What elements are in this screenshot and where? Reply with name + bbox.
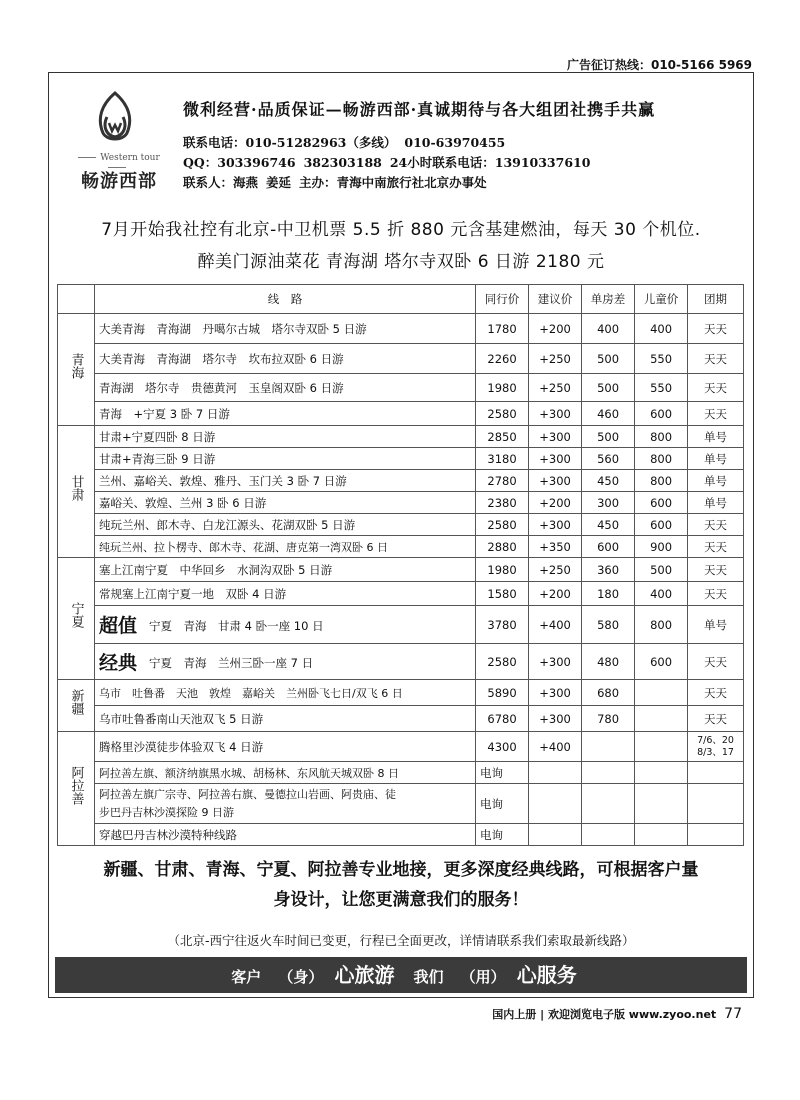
- table-row: 青海 大美青海 青海湖 丹噶尔古城 塔尔寺双卧 5 日游 1780 +200 400 400 天天: [58, 314, 744, 344]
- header-route: 线 路: [95, 285, 476, 314]
- table-row: 大美青海 青海湖 塔尔寺 坎布拉双卧 6 日游 2260 +250 500 550 天天: [58, 344, 744, 374]
- header-child-price: 儿童价: [635, 285, 688, 314]
- region-ningxia: 宁夏: [58, 558, 95, 680]
- slogan-banner: 客户 （身） 心旅游 我们 （用） 心服务: [55, 957, 747, 993]
- phone-2: 010-63970455: [404, 135, 506, 150]
- region-gansu: 甘肃: [58, 426, 95, 558]
- table-row: 兰州、嘉峪关、敦煌、雅丹、玉门关 3 卧 7 日游 2780 +300 450 800 单号: [58, 470, 744, 492]
- qq-2: 382303188: [303, 155, 382, 170]
- flame-logo-icon: [85, 89, 145, 149]
- logo-chinese: 畅游西部: [81, 171, 157, 192]
- company-logo: [63, 87, 175, 197]
- region-xinjiang: 新疆: [58, 680, 95, 732]
- table-row: 新疆 乌市 吐鲁番 天池 敦煌 嘉峪关 兰州卧飞七日/双飞 6 日 5890 +300 680 天天: [58, 680, 744, 706]
- qq-line: QQ：303396746 382303188 24小时联系电话：13910337610: [183, 155, 591, 170]
- page-footer: [492, 1006, 742, 1022]
- page-footer-label: 国内上册 | 欢迎浏览电子版 www.zyoo.net: [492, 1008, 717, 1021]
- header-peer-price: 同行价: [476, 285, 529, 314]
- contact-1: 海燕: [233, 175, 259, 190]
- table-row: 宁夏 塞上江南宁夏 中华回乡 水洞沟双卧 5 日游 1980 +250 360 500 天天: [58, 558, 744, 582]
- table-row: 纯玩兰州、郎木寺、白龙江源头、花湖双卧 5 日游 2580 +300 450 600 天天: [58, 514, 744, 536]
- logo-english: Western tour: [63, 153, 171, 173]
- slogan: 微利经营·品质保证—畅游西部·真诚期待与各大组团社携手共赢: [183, 100, 656, 119]
- header-single-supplement: 单房差: [582, 285, 635, 314]
- table-row: 常规塞上江南宁夏一地 双卧 4 日游 1580 +200 180 400 天天: [58, 582, 744, 606]
- classic-badge: 经典: [99, 652, 138, 674]
- header-suggested-price: 建议价: [529, 285, 582, 314]
- table-row: 青海 +宁夏 3 卧 7 日游 2580 +300 460 600 天天: [58, 402, 744, 426]
- table-row: 乌市吐鲁番南山天池双飞 5 日游 6780 +300 780 天天: [58, 706, 744, 732]
- table-row: 阿拉善 腾格里沙漠徒步体验双飞 4 日游 4300 +400 7/6、20 8/3、17: [58, 732, 744, 762]
- ad-frame: [48, 72, 754, 998]
- promo-tour: 醉美门源油菜花 青海湖 塔尔寺双卧 6 日游 2180 元: [197, 252, 605, 272]
- table-row: 经典 宁夏 青海 兰州三卧一座 7 日 2580 +300 480 600 天天: [58, 644, 744, 680]
- phone-1: 010-51282963（多线）: [245, 135, 397, 150]
- route-table: [57, 284, 744, 846]
- table-row: 穿越巴丹吉林沙漠特种线路 电询: [58, 824, 744, 846]
- organizer: 青海中南旅行社北京办事处: [336, 175, 487, 190]
- promo-flight: 7月开始我社控有北京-中卫机票 5.5 折 880 元含基建燃油，每天 30 个机位.: [101, 220, 701, 240]
- contact-2: 姜延: [266, 175, 292, 190]
- table-row: 甘肃 甘肃+宁夏四卧 8 日游 2850 +300 500 800 单号: [58, 426, 744, 448]
- page-number: 77: [724, 1006, 742, 1022]
- value-badge: 超值: [99, 615, 138, 637]
- table-row: 阿拉善左旗广宗寺、阿拉善右旗、曼德拉山岩画、阿贵庙、徒 步巴丹吉林沙漠探险 9 日游 电询: [58, 784, 744, 824]
- header-region: [58, 285, 95, 314]
- phone-line: 联系电话：010-51282963（多线） 010-63970455: [183, 135, 506, 150]
- schedule-note: （北京-西宁往返火车时间已变更，行程已全面更改，详情请联系我们索取最新线路）: [167, 933, 635, 948]
- qq-1: 303396746: [217, 155, 296, 170]
- hotline-24h: 13910337610: [494, 155, 591, 170]
- region-qinghai: 青海: [58, 314, 95, 426]
- region-alashan: 阿拉善: [58, 732, 95, 846]
- contact-line: 联系人：海燕 姜延 主办：青海中南旅行社北京办事处: [183, 175, 487, 190]
- ad-hotline: 广告征订热线：010-5166 5969: [566, 58, 752, 72]
- table-row: 超值 宁夏 青海 甘肃 4 卧一座 10 日 3780 +400 580 800 单号: [58, 606, 744, 644]
- service-statement: 新疆、甘肃、青海、宁夏、阿拉善专业地接，更多深度经典线路，可根据客户量 身设计，让您更满意我们的服务！: [103, 860, 699, 910]
- table-row: 阿拉善左旗、额济纳旗黑水城、胡杨林、东风航天城双卧 8 日 电询: [58, 762, 744, 784]
- table-row: 嘉峪关、敦煌、兰州 3 卧 6 日游 2380 +200 300 600 单号: [58, 492, 744, 514]
- header-schedule: 团期: [688, 285, 744, 314]
- table-row: 纯玩兰州、拉卜楞寺、郎木寺、花湖、唐克第一湾双卧 6 日 2880 +350 600 900 天天: [58, 536, 744, 558]
- table-row: 甘肃+青海三卧 9 日游 3180 +300 560 800 单号: [58, 448, 744, 470]
- table-header-row: [58, 285, 744, 314]
- table-row: 青海湖 塔尔寺 贵德黄河 玉皇阁双卧 6 日游 1980 +250 500 550 天天: [58, 374, 744, 402]
